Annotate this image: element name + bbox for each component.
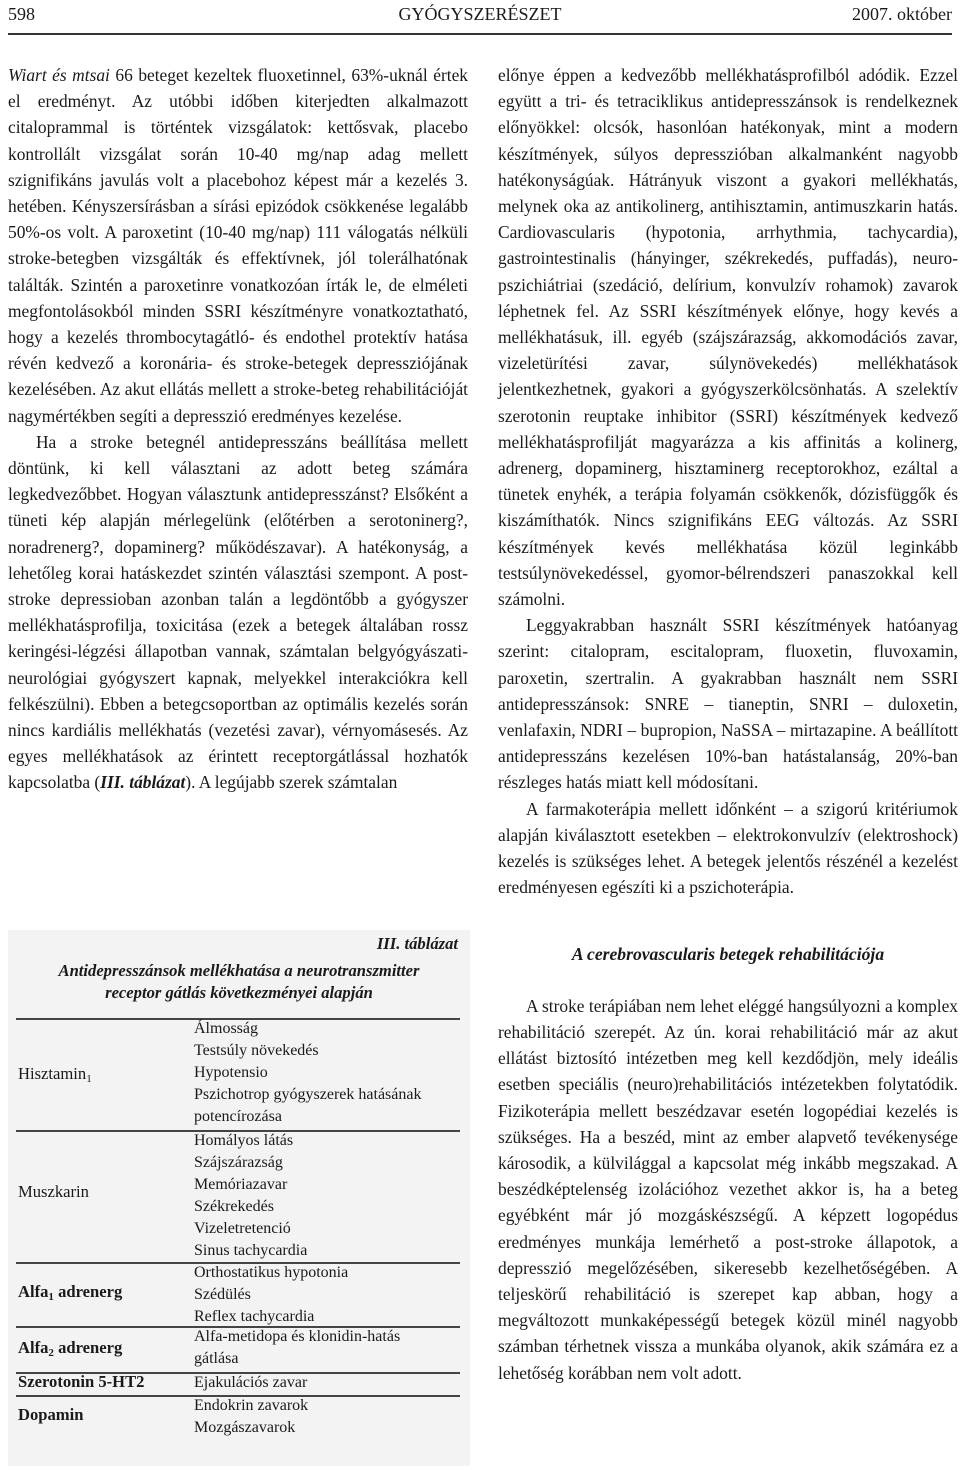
receptor-label: Hisztamin$_1$ <box>18 1064 92 1085</box>
table-title: Antidepresszánsok mellékhatása a neurotranszmitter receptor gátlás következményei alapján <box>58 961 420 1002</box>
right-paragraph-3: A farmakoterápia mellett időnként – a szigorú kritériumok alapján kiválasztott esetekben – elektrokonvulzív (elektroshock) kezelés is szükséges lehet. A betegek jelentős részénél a kezelést eredményesen egészíti ki a pszichoterápia. <box>498 798 958 898</box>
section-title: A cerebrovascularis betegek rehabilitációja <box>571 943 885 964</box>
receptor-label: Szerotonin 5-HT2 <box>18 1372 145 1391</box>
right-paragraph-1: előnye éppen a kedvezőbb mellékhatásprofilból adódik. Ezzel együtt a tri- és tetraciklikus antidepresszánsok is rendelkeznek előnyökkel: olcsók, hasonlóan hatékonyak, mint a modern készítmények, súlyos depresszióban alkalmanként nagyobb hatékonyságúak. Hátrányuk viszont a gyakori mellékhatás, melynek oka az antikolinerg, antihisztamin, antimuszkarin hatás. Cardiovascularis (hypotonia, arrhythmia, tachycardia), gastrointestinalis (hányinger, székrekedés, puffadás), neuro-pszichiátriai (szedáció, delírium, konvulzív rohamok) zavarok léphetnek fel. Az SSRI készítmények előnye, hogy kevés a mellékhatásuk, ill. egyéb (szájszárazság, akkomodációs zavar, vizeletürítési zavar, súlynövekedés) mellékhatások jelentkezhetnek, gyakori a gyógyszerkölcsönhatás. A szelektív szerotonin reuptake inhibitor (SSRI) készítmények kedvező mellékhatásprofilját magyarázza a kis affinitás a kolinerg, adrenerg, dopaminerg, hisztaminerg receptorokhoz, ezáltal a tünetek enyhék, a terápia folyamán csökkenők, dózisfüggők és kiszámíthatók. Nincs szignifikáns EEG változás. Az SSRI készítmények kevés mellékhatása közül leginkább testsúlynövekedéssel, gyomor-bélrendszeri panaszokkal kell számolni. <box>498 65 958 610</box>
left-paragraph-2: Ha a stroke betegnél antidepresszáns beállítása mellett döntünk, ki kell választani az adott beteg számára legkedvezőbbet. Hogyan választunk antidepresszánst? Elsőként a tüneti kép alapján mérlegelünk (előtérben a serotoninerg?, noradrenerg?, dopaminerg? működészavar). A hatékonyság, a lehetőleg korai hatáskezdet szintén választási szempont. A post-stroke depressioban azonban talán a legdöntőbb a gyógyszer mellékhatásprofilja, toxicitása (ezek a betegek általában rossz keringési-légzési állapotban vannak, számtalan belgyógyászati-neurológiai gyógyszert kapnak, melyekkel interakciókra kell felkészülni). Ebben a betegcsoportban az optimális kezelés során nincs kardiális mellékhatás (vezetési zavar), vérnyomásesés. Az egyes mellékhatások az érintett receptorgátlással hozhatók kapcsolatba (III. táblázat). A legújabb szerek számtalan <box>8 431 468 793</box>
right-column <box>498 62 958 1386</box>
table-row <box>16 1130 460 1262</box>
right-paragraph-4: A stroke terápiában nem lehet eléggé hangsúlyozni a komplex rehabilitáció szerepét. Az ún. korai rehabilitáció már az akut ellátást biztosító intézetben meg kell kezdődjön, mely ideális esetben speciális (neuro)rehabilitációs intézetekben folytatódik. Fizikoterápia mellett beszédzavar esetén logopédiai kezelés is szükséges. Ha a beszéd, mint az ember alapvető tevékenysége károsodik, a külvilággal a kapcsolat még inkább megszakad. A beszédképtelenség izolációhoz vezethet akkor is, ha a beteg egyébként már jó mozgáskészségű. A képzett logopédus eredményes munkája lemérhető a post-stroke állapotok, a depresszió megelőzésében, sikeresebb kezelhetőségében. A teljeskörű rehabilitáció is szerepet kap abban, hogy a megváltozott munkaképességű betegek közül minél nagyobb számban térhetnek vissza a munkába olyanok, akik számára ez a lehetőség korábban nem volt adott. <box>498 995 958 1383</box>
left-paragraph-1: Wiart és mtsai 66 beteget kezeltek fluoxetinnel, 63%-uknál értek el eredményt. Az utóbbi időben kiterjedten alkalmazott citaloprammal is történtek vizsgálatok: kettősvak, placebo kontrollált vizsgálat során 10-40 mg/nap adag mellett szignifikáns javulás volt a placebohoz képest már a kezelés 3. hetében. Kényszersírásban a sírási epizódok csökkenése legalább 50%-os volt. A paroxetint (10-40 mg/nap) 111 válogatás nélküli stroke-betegben vizsgálták és effektívnek, jól tolerálhatónak találták. Szintén a paroxetinre vonatkozóan írták le, de elméleti megfontolásokból minden SSRI készítményre vonatkoztatható, hogy a kezelés thrombocytagátló- és endothel protektív hatása révén kedvező a koronária- és stroke-betegek depressziójának kezelésében. Az akut ellátás mellett a stroke-beteg rehabilitációját nagymértékben segíti a depresszió eredményes kezelése. <box>8 65 468 426</box>
author-reference: Wiart és mtsai <box>8 65 110 85</box>
table-row <box>16 1018 460 1134</box>
receptor-label: Muszkarin <box>18 1182 89 1201</box>
issue-date: 2007. október <box>852 4 952 24</box>
effects-list: Álmosság Testsúly növekedés Hypotensio Pszichotrop gyógyszerek hatásának potencírozása <box>194 1020 422 1125</box>
table-number: III. táblázat <box>376 934 458 953</box>
table-row <box>16 1372 460 1396</box>
page-number: 598 <box>8 4 35 24</box>
table-iii <box>8 930 470 1466</box>
effects-list: Ejakulációs zavar <box>194 1374 308 1391</box>
effects-list: Homályos látás Szájszárazság Memóriazavar Székrekedés Vizeletretenció Sinus tachycardia <box>194 1132 308 1259</box>
right-paragraph-2: Leggyakrabban használt SSRI készítmények hatóanyag szerint: citalopram, escitalopram, fluoxetin, fluvoxamin, paroxetin, szertralin. A gyakrabban használt nem SSRI antidepresszánsok: SNRE – tianeptin, SNRI – duloxetin, venlafaxin, NDRI – bupropion, NaSSA – mirtazapine. A beállított antidepresszáns kezelésen 10%-ban hatástalanság, 20%-ban részleges hatás miatt kell módosítani. <box>498 615 958 793</box>
effects-list: Endokrin zavarok Mozgászavarok <box>194 1397 309 1436</box>
table-row <box>16 1326 460 1374</box>
receptor-label: Dopamin <box>18 1405 84 1424</box>
effects-list: Alfa-metidopa és klonidin-hatás gátlása <box>194 1328 401 1367</box>
page-header <box>8 0 952 28</box>
journal-title: GYÓGYSZERÉSZET <box>398 4 562 24</box>
table-reference: III. táblázat <box>100 772 186 793</box>
receptor-label: Alfa$_1$ adrenerg <box>18 1282 123 1303</box>
receptor-label: Alfa$_2$ adrenerg <box>18 1338 123 1359</box>
effects-list: Orthostatikus hypotonia Szédülés Reflex tachycardia <box>194 1264 349 1325</box>
header-rule <box>8 33 952 35</box>
table-row <box>16 1262 460 1328</box>
left-column <box>8 62 468 796</box>
table-row <box>16 1395 460 1443</box>
